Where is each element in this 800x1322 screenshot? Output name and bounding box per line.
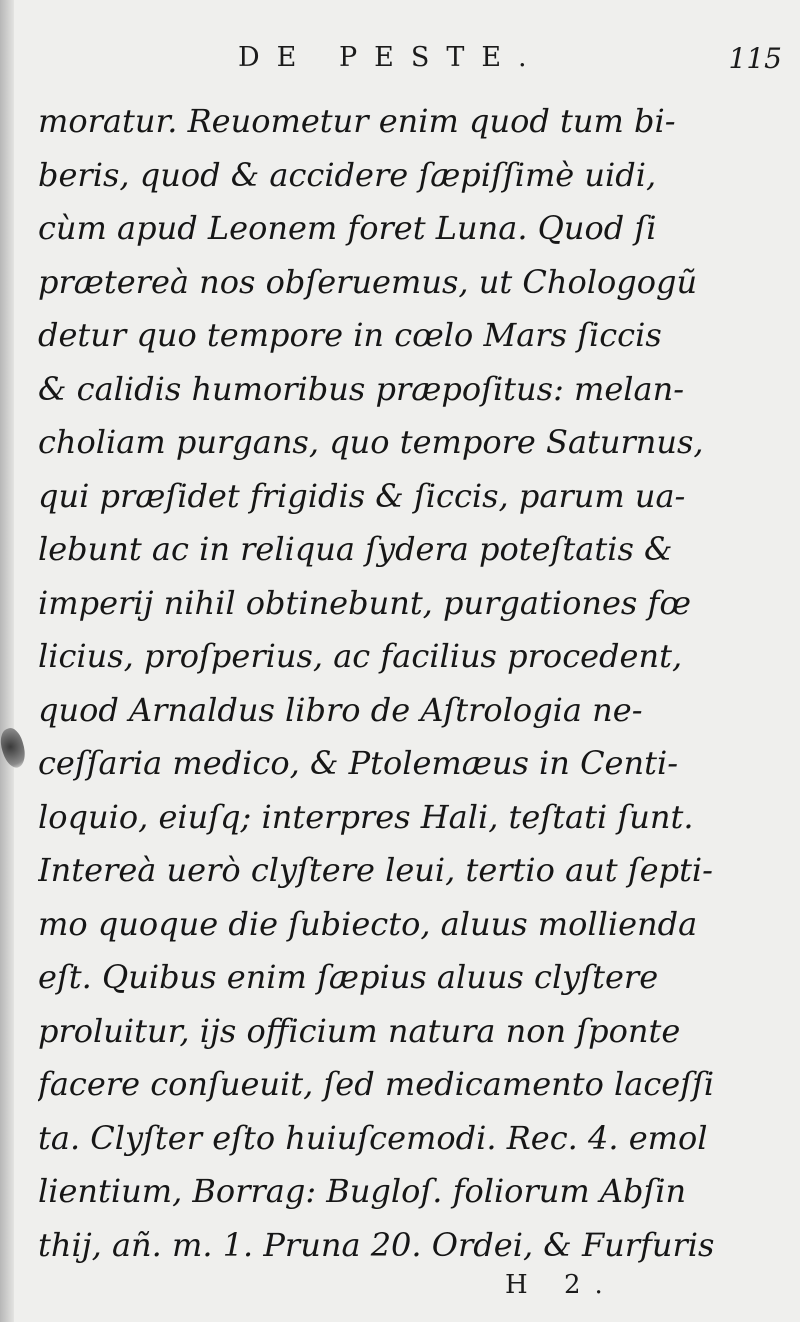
text-line: detur quo tempore in cœlo Mars ſiccis — [38, 316, 662, 354]
text-line: ceſſaria medico, & Ptolemæus in Centi- — [38, 744, 678, 782]
text-line: mo quoque die ſubiecto, aluus mollienda — [38, 904, 698, 943]
text-line: imperij nihil obtinebunt, purgationes fœ — [38, 583, 691, 622]
text-line: qui præſidet frigidis & ſiccis, parum ua- — [38, 476, 686, 515]
text-line: lientium, Borrag: Bugloſ. foliorum Abſin — [38, 1172, 687, 1210]
running-head — [0, 38, 800, 88]
body-text — [38, 95, 778, 1272]
text-line: Intereà uerò clyſtere leui, tertio aut ſepti- — [38, 851, 713, 889]
text-line: cùm apud Leonem foret Luna. Quod ſi — [38, 209, 657, 247]
page-gutter-edge — [0, 0, 14, 1322]
text-line: quod Arnaldus libro de Aſtrologia ne- — [38, 690, 643, 729]
text-line: loquio, eiuſq; interpres Hali, teſtati ſunt. — [38, 797, 694, 836]
text-line: thij, añ. m. 1. Pruna 20. Ordei, & Furfuris — [38, 1225, 715, 1264]
text-line: ta. Clyſter eſto huiuſcemodi. Rec. 4. emol — [38, 1118, 708, 1157]
text-line: beris, quod & accidere ſæpiſſimè uidi, — [38, 155, 657, 194]
text-line: moratur. Reuometur enim quod tum bi- — [38, 102, 676, 140]
text-line: eſt. Quibus enim ſæpius aluus clyſtere — [38, 958, 659, 996]
text-line: prætereà nos obſeruemus, ut Chologogũ — [38, 262, 698, 301]
text-line: choliam purgans, quo tempore Saturnus, — [38, 423, 704, 461]
text-line: & calidis humoribus præpoſitus: melan- — [38, 369, 685, 408]
page-number: 115 — [728, 42, 782, 75]
text-line: facere conſueuit, ſed medicamento laceſſi — [38, 1065, 715, 1103]
running-head-title: DE PESTE. — [238, 42, 544, 73]
signature-mark: H 2. — [505, 1270, 617, 1300]
text-line: licius, proſperius, ac facilius procedent, — [38, 637, 683, 675]
text-line: proluitur, ijs officium natura non ſponte — [38, 1011, 681, 1050]
text-line: lebunt ac in reliqua ſydera poteſtatis & — [38, 530, 673, 568]
